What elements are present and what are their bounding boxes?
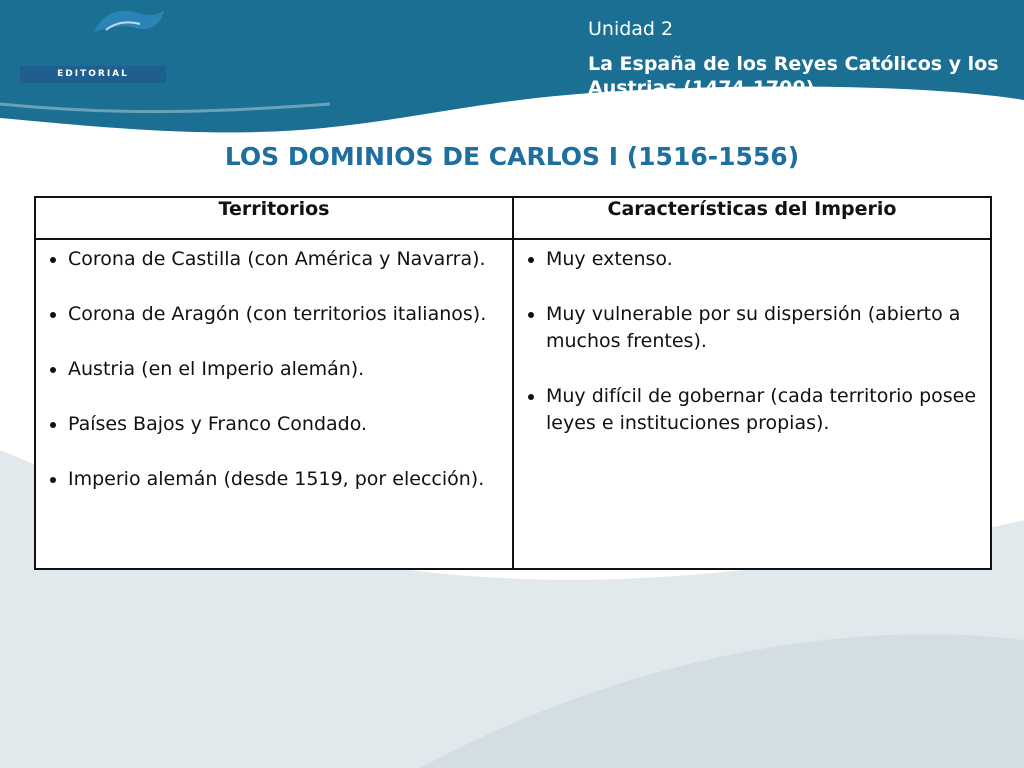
header-territorios: Territorios	[35, 197, 513, 239]
list-item: Muy vulnerable por su dispersión (abierto a muchos frentes).	[524, 301, 982, 355]
table-header-row	[35, 197, 991, 239]
page-title: LOS DOMINIOS DE CARLOS I (1516-1556)	[224, 142, 800, 171]
dominios-table	[34, 196, 992, 570]
content-table-wrapper	[34, 196, 992, 570]
unit-label: Unidad 2	[588, 18, 674, 40]
table-row	[35, 239, 991, 569]
territorios-list	[46, 246, 504, 493]
almadraba-logo	[18, 6, 174, 80]
list-item: Muy extenso.	[524, 246, 982, 273]
caracteristicas-cell	[513, 239, 991, 569]
list-item: Corona de Castilla (con América y Navarra).	[46, 246, 504, 273]
logo-subtitle: EDITORIAL	[20, 66, 166, 83]
caracteristicas-list	[524, 246, 982, 437]
list-item: Países Bajos y Franco Condado.	[46, 411, 504, 438]
list-item: Muy difícil de gobernar (cada territorio posee leyes e instituciones propias).	[524, 383, 982, 437]
list-item: Imperio alemán (desde 1519, por elección).	[46, 466, 504, 493]
unit-subtitle: La España de los Reyes Católicos y los Austrias (1474-1700)	[588, 53, 999, 99]
unit-header	[588, 16, 1018, 100]
territorios-cell	[35, 239, 513, 569]
logo-name: Almadraba	[20, 32, 174, 66]
list-item: Corona de Aragón (con territorios italianos).	[46, 301, 504, 328]
header-caracteristicas: Características del Imperio	[513, 197, 991, 239]
list-item: Austria (en el Imperio alemán).	[46, 356, 504, 383]
